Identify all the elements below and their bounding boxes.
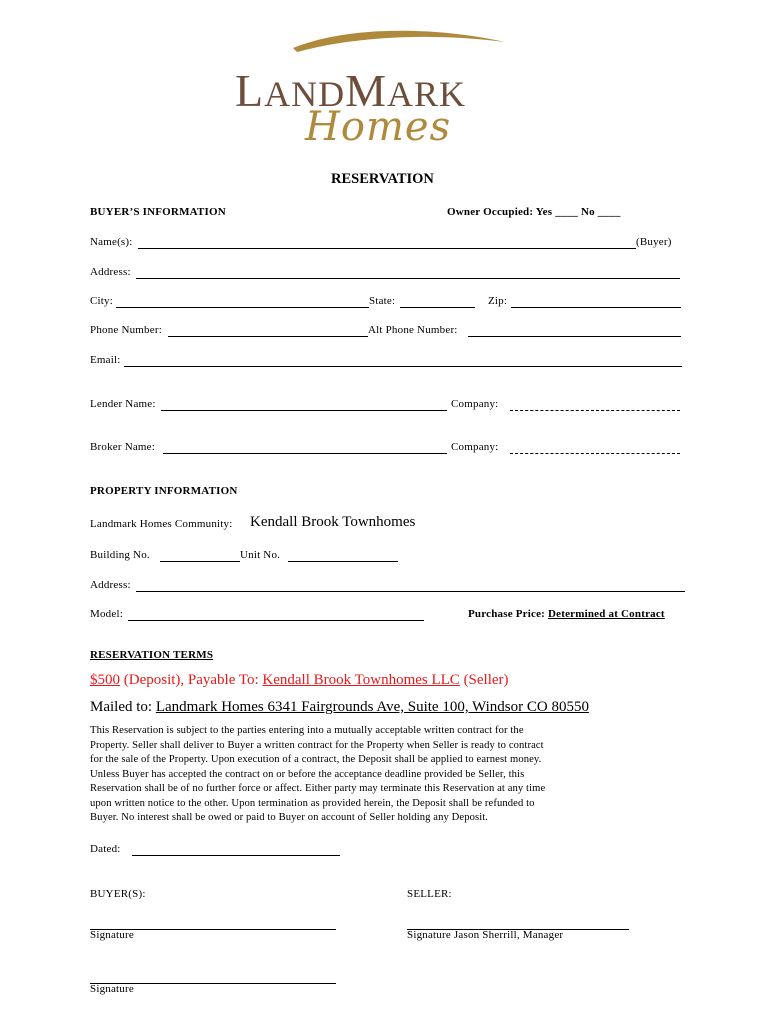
terms-line: Buyer. No interest shall be owed or paid to Buyer on account of Seller holding any Deposit. <box>90 812 489 823</box>
names-buyer-suffix: (Buyer) <box>636 236 672 248</box>
purchase-price <box>468 608 665 620</box>
community-label: Landmark Homes Community: <box>90 518 233 530</box>
terms-line: for the sale of the Property. Upon execution of a contract, the Deposit shall be applied to earnest money. <box>90 754 542 765</box>
terms-line: upon written notice to the other. Upon termination as provided herein, the Deposit shall be refunded to <box>90 797 535 809</box>
zip-label: Zip: <box>488 295 508 307</box>
model-label: Model: <box>90 608 123 620</box>
payee-role: (Seller) <box>463 672 509 688</box>
phone-label: Phone Number: <box>90 324 162 336</box>
lender-company-label: Company: <box>451 398 499 410</box>
zip-field[interactable] <box>511 307 681 308</box>
page-title: RESERVATION <box>331 171 434 187</box>
dated-label: Dated: <box>90 843 121 855</box>
city-field[interactable] <box>116 307 369 308</box>
logo-homes-script: Homes <box>305 104 452 150</box>
seller-label: SELLER: <box>407 888 452 900</box>
state-field[interactable] <box>400 307 475 308</box>
phone-field[interactable] <box>168 336 368 337</box>
logo-swoosh <box>293 31 505 52</box>
terms-body <box>90 724 650 826</box>
purchase-price-label: Purchase Price: <box>468 608 546 620</box>
names-label: Name(s): <box>90 236 133 248</box>
mailed-to-address: Landmark Homes 6341 Fairgrounds Ave, Suite 100, Windsor CO 80550 <box>155 699 589 715</box>
names-field[interactable] <box>138 248 636 249</box>
owner-occupied-field[interactable]: Owner Occupied: Yes ____ No ____ <box>447 206 621 218</box>
unit-no-label: Unit No. <box>240 549 281 561</box>
logo-wordmark: LANDMARK <box>235 65 467 116</box>
payee-name: Kendall Brook Townhomes LLC <box>262 672 460 688</box>
terms-line: Reservation shall be of no further force or affect. Either party may terminate this Reservation at any time <box>90 783 546 794</box>
alt-phone-label: Alt Phone Number: <box>368 324 458 336</box>
buyer-signature-label-1: Signature <box>90 929 134 941</box>
deposit-line <box>90 672 509 689</box>
building-no-field[interactable] <box>160 561 240 562</box>
purchase-price-value: Determined at Contract <box>547 608 665 620</box>
state-label: State: <box>369 295 396 307</box>
deposit-amount: $500 <box>90 672 120 688</box>
property-address-field[interactable] <box>136 591 685 592</box>
deposit-text: (Deposit), Payable To: <box>123 672 259 688</box>
model-field[interactable] <box>128 620 424 621</box>
alt-phone-field[interactable] <box>468 336 681 337</box>
terms-line: Unless Buyer has accepted the contract on or before the acceptance deadline provided be Seller, this <box>90 768 525 780</box>
property-address-label: Address: <box>90 579 131 591</box>
dated-field[interactable] <box>132 855 340 856</box>
email-label: Email: <box>90 354 121 366</box>
terms-line: This Reservation is subject to the parties entering into a mutually acceptable written contract for the <box>90 725 524 736</box>
city-label: City: <box>90 295 114 307</box>
property-info-heading: PROPERTY INFORMATION <box>90 485 238 497</box>
buyer-signature-label-2: Signature <box>90 983 134 995</box>
broker-company-label: Company: <box>451 441 499 453</box>
unit-no-field[interactable] <box>288 561 398 562</box>
lender-name-label: Lender Name: <box>90 398 156 410</box>
mailed-to-label: Mailed to: <box>90 699 153 715</box>
broker-name-field[interactable] <box>163 453 447 454</box>
buyer-info-heading: BUYER’S INFORMATION <box>90 206 226 218</box>
lender-name-field[interactable] <box>161 410 447 411</box>
mailed-to-line <box>90 699 589 716</box>
terms-line: Property. Seller shall deliver to Buyer a written contract for the Property when Seller is ready to contract <box>90 739 544 751</box>
landmark-homes-logo <box>233 28 543 153</box>
seller-signature-label: Signature Jason Sherrill, Manager <box>407 929 564 941</box>
building-no-label: Building No. <box>90 549 150 561</box>
address-field[interactable] <box>136 278 680 279</box>
community-value[interactable]: Kendall Brook Townhomes <box>250 514 416 530</box>
email-field[interactable] <box>124 366 682 367</box>
broker-name-label: Broker Name: <box>90 441 156 453</box>
reservation-terms-heading: RESERVATION TERMS <box>90 649 214 661</box>
buyers-label: BUYER(S): <box>90 888 146 900</box>
address-label: Address: <box>90 266 131 278</box>
lender-company-field[interactable] <box>510 410 680 411</box>
broker-company-field[interactable] <box>510 453 680 454</box>
